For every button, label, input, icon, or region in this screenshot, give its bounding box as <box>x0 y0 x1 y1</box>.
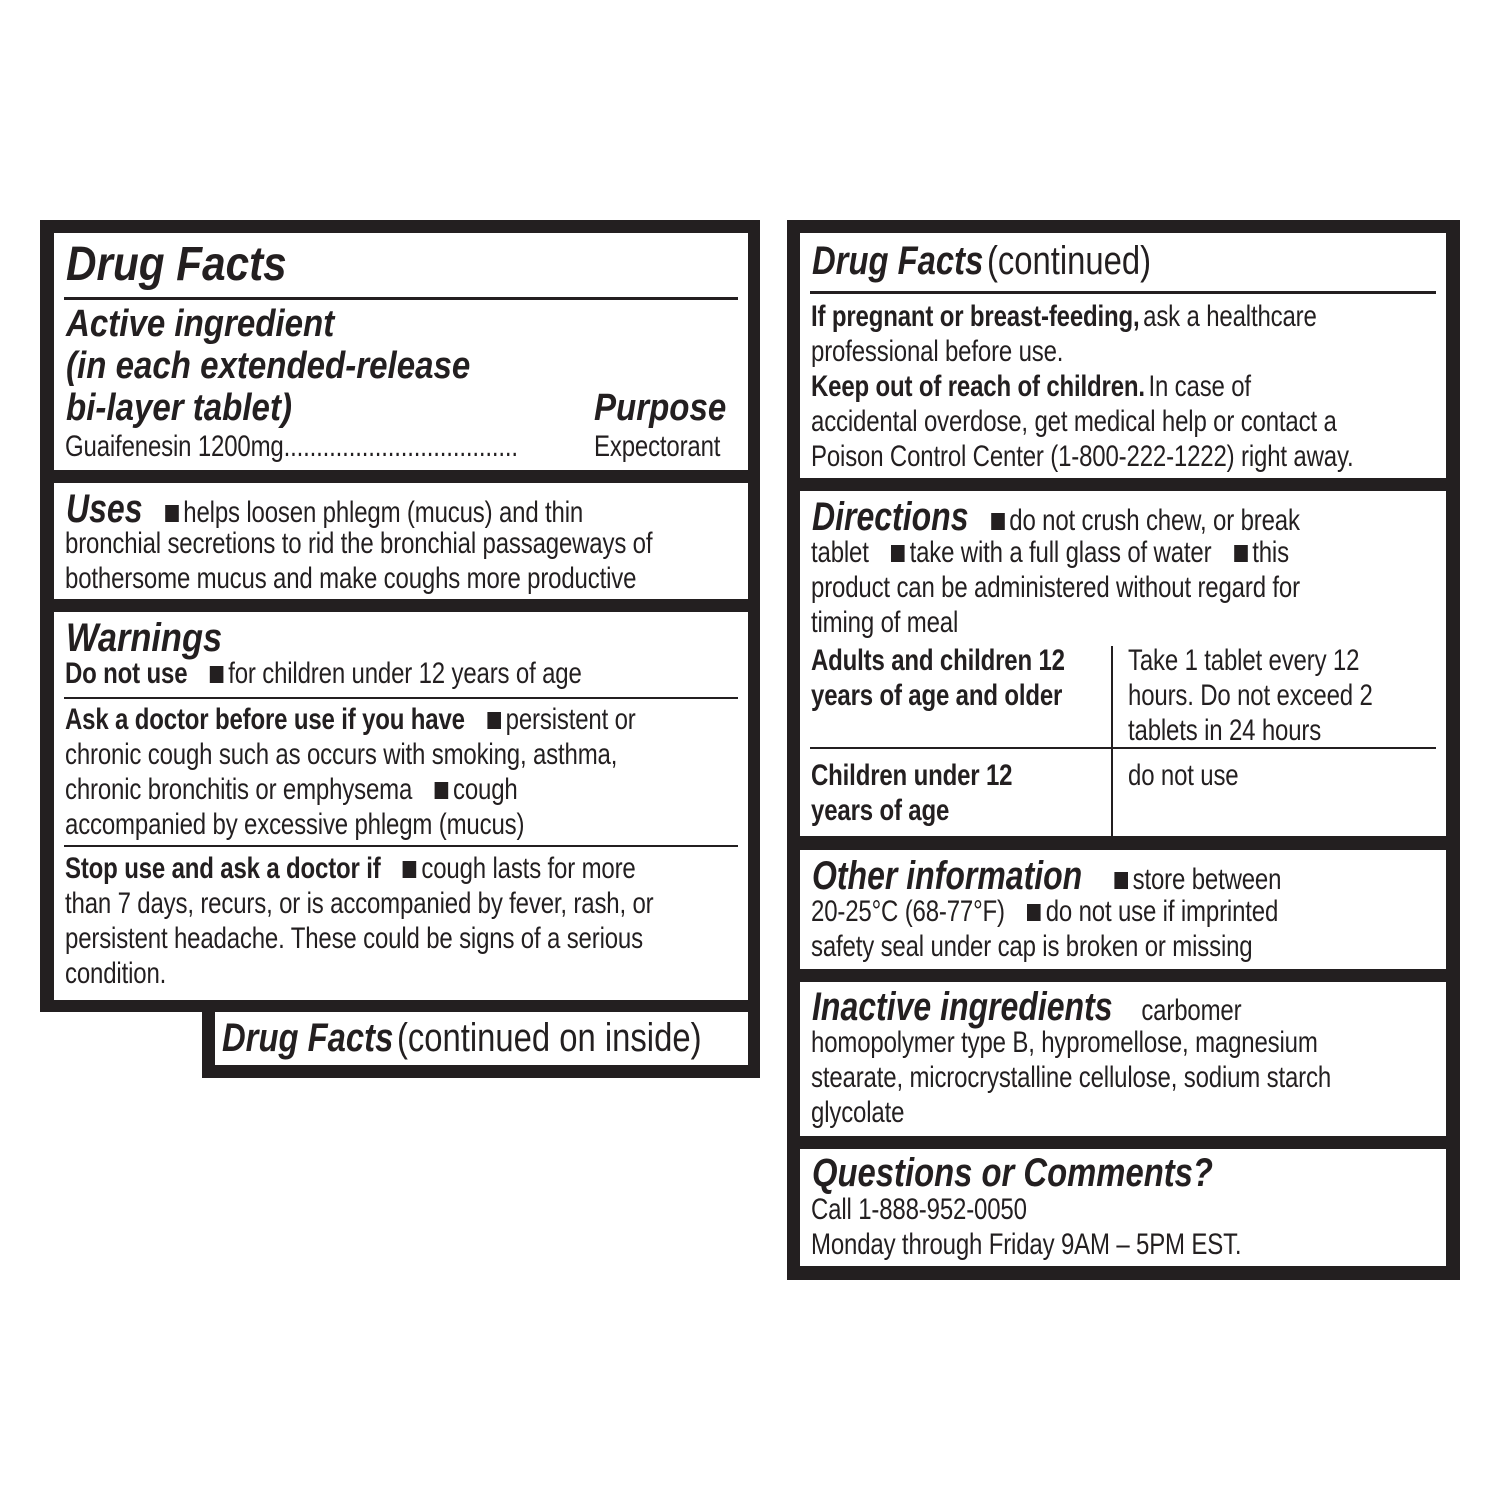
ask-doctor-line-2: chronic cough such as occurs with smoking, asthma, <box>65 738 618 771</box>
questions-hours: Monday through Friday 9AM – 5PM EST. <box>811 1228 1242 1261</box>
other-info-line-1 <box>812 856 1399 896</box>
do-not-use-text: for children under 12 years of age <box>228 657 582 690</box>
uses-line-3: bothersome mucus and make coughs more productive <box>65 562 637 595</box>
warnings-rule-1 <box>64 697 738 699</box>
drug-facts-title: Drug Facts <box>66 238 287 291</box>
warnings-section <box>54 612 748 1000</box>
questions-phone: Call 1-888-952-0050 <box>811 1193 1027 1226</box>
continued-title-rule <box>810 291 1436 294</box>
directions-line-2 <box>811 538 1408 568</box>
square-bullet-icon <box>1234 545 1248 562</box>
directions-line-1 <box>812 497 1422 537</box>
stop-use-line-3: persistent headache. These could be signs of a serious <box>65 922 643 955</box>
continued-title-main: Drug Facts <box>812 239 984 283</box>
dosage-row-1-dose-line-1: Take 1 tablet every 12 <box>1128 644 1360 677</box>
keep-out-line-3: Poison Control Center (1-800-222-1222) right away. <box>811 440 1354 473</box>
continued-tab-text <box>222 1018 807 1058</box>
ask-doctor-line-4: accompanied by excessive phlegm (mucus) <box>65 808 525 841</box>
active-ingredient-section <box>54 233 748 470</box>
directions-text: tablet <box>811 536 869 569</box>
other-info-text: store between <box>1132 863 1282 896</box>
stop-use-line-4: condition. <box>65 957 167 990</box>
square-bullet-icon <box>1027 904 1041 921</box>
purpose-heading: Purpose <box>594 387 727 429</box>
do-not-use-label: Do not use <box>65 657 188 690</box>
questions-heading: Questions or Comments? <box>812 1151 1213 1195</box>
stop-use-text: cough lasts for more <box>421 852 636 885</box>
stop-use-line-1 <box>65 854 778 884</box>
other-info-line-3: safety seal under cap is broken or missing <box>811 930 1253 963</box>
continued-tab-suffix: (continued on inside) <box>396 1016 702 1060</box>
active-ingredient-heading-1: Active ingredient <box>66 303 335 345</box>
pregnant-text: ask a healthcare <box>1143 300 1317 333</box>
continued-on-inside-tab <box>215 1012 748 1065</box>
title-rule <box>64 297 738 300</box>
directions-text: take with a full glass of water <box>909 536 1212 569</box>
stop-use-line-2: than 7 days, recurs, or is accompanied by fever, rash, or <box>65 887 654 920</box>
directions-text: do not crush chew, or break <box>1009 504 1300 537</box>
other-information-section <box>800 850 1446 969</box>
dosage-row-2-group-line-1: Children under 12 <box>811 759 1013 792</box>
keep-out-label: Keep out of reach of children. <box>811 370 1145 403</box>
active-ingredient-heading-2: (in each extended-release <box>66 345 471 387</box>
other-info-text: do not use if imprinted <box>1045 895 1279 928</box>
other-info-text: 20-25°C (68-77°F) <box>811 895 1005 928</box>
pregnant-line-2: professional before use. <box>811 335 1064 368</box>
inactive-ingredients-section <box>800 982 1446 1136</box>
leader-dots: .................................... <box>283 430 518 463</box>
directions-section <box>800 491 1446 836</box>
square-bullet-icon <box>435 782 449 799</box>
directions-text: this <box>1252 536 1289 569</box>
square-bullet-icon <box>487 712 501 729</box>
square-bullet-icon <box>891 545 905 562</box>
inactive-line-1 <box>812 987 1349 1027</box>
purpose-value: Expectorant <box>594 430 721 463</box>
uses-line-1 <box>66 489 712 529</box>
dosage-table-row-divider <box>810 747 1436 749</box>
square-bullet-icon <box>403 861 417 878</box>
directions-heading: Directions <box>812 495 969 539</box>
do-not-use-line <box>65 659 711 689</box>
continued-title-suffix: (continued) <box>986 239 1152 283</box>
square-bullet-icon <box>1114 872 1128 889</box>
square-bullet-icon <box>991 513 1005 530</box>
uses-section <box>54 483 748 599</box>
ask-doctor-label: Ask a doctor before use if you have <box>65 703 465 736</box>
ingredient-line <box>65 432 631 462</box>
ask-doctor-text: cough <box>453 773 518 806</box>
ask-doctor-text: chronic bronchitis or emphysema <box>65 773 413 806</box>
inactive-text: carbomer <box>1141 994 1242 1027</box>
uses-heading: Uses <box>66 487 143 531</box>
dosage-row-1-group-line-2: years of age and older <box>811 679 1063 712</box>
other-info-heading: Other information <box>812 854 1083 898</box>
questions-section <box>800 1149 1446 1266</box>
ask-doctor-text: persistent or <box>505 703 636 736</box>
square-bullet-icon <box>210 666 224 683</box>
dosage-row-2-group-line-2: years of age <box>811 794 950 827</box>
directions-line-3: product can be administered without regard for <box>811 571 1300 604</box>
keep-out-text: In case of <box>1148 370 1251 403</box>
pregnant-label: If pregnant or breast-feeding, <box>811 300 1140 333</box>
warnings-heading: Warnings <box>66 616 223 660</box>
dosage-row-1-dose-line-2: hours. Do not exceed 2 <box>1128 679 1373 712</box>
warnings-rule-2 <box>64 845 738 847</box>
continued-tab-title: Drug Facts <box>222 1016 394 1060</box>
other-info-line-2 <box>811 897 1395 927</box>
dosage-row-1-group-line-1: Adults and children 12 <box>811 644 1065 677</box>
pregnant-line-1 <box>811 302 1443 332</box>
uses-line-2: bronchial secretions to rid the bronchial passageways of <box>65 527 653 560</box>
ingredient-name: Guaifenesin 1200mg <box>65 430 284 463</box>
directions-line-4: timing of meal <box>811 606 959 639</box>
square-bullet-icon <box>165 505 179 522</box>
inactive-line-4: glycolate <box>811 1096 905 1129</box>
continued-title <box>812 241 1226 281</box>
active-ingredient-heading-3: bi-layer tablet) <box>66 387 292 429</box>
dosage-row-1-dose-line-3: tablets in 24 hours <box>1128 714 1322 747</box>
ask-doctor-line-3 <box>65 775 631 805</box>
stop-use-label: Stop use and ask a doctor if <box>65 852 381 885</box>
inactive-heading: Inactive ingredients <box>812 985 1113 1029</box>
pregnancy-keep-out-section <box>800 233 1446 478</box>
dosage-row-2-dose-line-1: do not use <box>1128 759 1239 792</box>
keep-out-line-1 <box>811 372 1361 402</box>
inactive-line-3: stearate, microcrystalline cellulose, sodium starch <box>811 1061 1332 1094</box>
keep-out-line-2: accidental overdose, get medical help or contact a <box>811 405 1337 438</box>
ask-doctor-line-1 <box>65 705 778 735</box>
uses-text: helps loosen phlegm (mucus) and thin <box>183 496 584 529</box>
inactive-line-2: homopolymer type B, hypromellose, magnesium <box>811 1026 1318 1059</box>
